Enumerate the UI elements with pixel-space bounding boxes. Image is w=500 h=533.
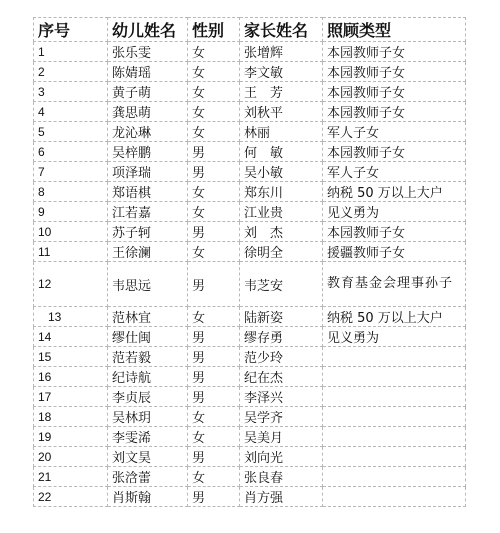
- header-row: [34, 18, 466, 42]
- cell-serial: 4: [34, 102, 108, 122]
- cell-parent-name: 刘秋平: [240, 102, 323, 122]
- cell-child-name: 韦思远: [108, 262, 188, 307]
- cell-gender: 女: [188, 42, 240, 62]
- table-row: [34, 427, 466, 447]
- cell-child-name: 吴梓鹏: [108, 142, 188, 162]
- cell-serial: 6: [34, 142, 108, 162]
- cell-parent-name: 江业贵: [240, 202, 323, 222]
- cell-gender: 男: [188, 162, 240, 182]
- cell-parent-name: 吴美月: [240, 427, 323, 447]
- table-row: [34, 42, 466, 62]
- cell-serial: 11: [34, 242, 108, 262]
- cell-child-name: 龙沁琳: [108, 122, 188, 142]
- cell-gender: 女: [188, 82, 240, 102]
- cell-gender: 男: [188, 347, 240, 367]
- header-child-name: 幼儿姓名: [108, 18, 188, 42]
- cell-care-type: [323, 347, 466, 367]
- cell-gender: 女: [188, 307, 240, 327]
- cell-child-name: 纪诗航: [108, 367, 188, 387]
- cell-gender: 女: [188, 427, 240, 447]
- cell-child-name: 龚思萌: [108, 102, 188, 122]
- table-row: [34, 407, 466, 427]
- header-gender: 性别: [188, 18, 240, 42]
- cell-gender: 女: [188, 242, 240, 262]
- cell-gender: 女: [188, 62, 240, 82]
- cell-child-name: 王徐澜: [108, 242, 188, 262]
- cell-serial: 17: [34, 387, 108, 407]
- table-row: [34, 202, 466, 222]
- cell-serial: 15: [34, 347, 108, 367]
- cell-serial: 16: [34, 367, 108, 387]
- cell-parent-name: 吴学齐: [240, 407, 323, 427]
- cell-care-type: 军人子女: [323, 162, 466, 182]
- cell-gender: 男: [188, 142, 240, 162]
- cell-gender: 女: [188, 102, 240, 122]
- cell-gender: 男: [188, 387, 240, 407]
- cell-serial: 3: [34, 82, 108, 102]
- table-row: [34, 222, 466, 242]
- cell-parent-name: 肖方强: [240, 487, 323, 507]
- cell-child-name: 陈婧瑶: [108, 62, 188, 82]
- cell-parent-name: 徐明全: [240, 242, 323, 262]
- cell-care-type: 本园教师子女: [323, 62, 466, 82]
- cell-care-type: [323, 467, 466, 487]
- table-row: [34, 347, 466, 367]
- table-row: [34, 307, 466, 327]
- cell-child-name: 郑语棋: [108, 182, 188, 202]
- cell-care-type: 援疆教师子女: [323, 242, 466, 262]
- cell-child-name: 张乐雯: [108, 42, 188, 62]
- cell-serial: 2: [34, 62, 108, 82]
- cell-parent-name: 范少玲: [240, 347, 323, 367]
- cell-serial: 9: [34, 202, 108, 222]
- header-care-type: 照顾类型: [323, 18, 466, 42]
- cell-serial: 19: [34, 427, 108, 447]
- cell-care-type: [323, 367, 466, 387]
- cell-care-type: 见义勇为: [323, 202, 466, 222]
- cell-care-type: [323, 447, 466, 467]
- cell-care-type: 见义勇为: [323, 327, 466, 347]
- cell-gender: 男: [188, 367, 240, 387]
- table-row: [34, 82, 466, 102]
- cell-gender: 男: [188, 327, 240, 347]
- cell-care-type: 纳税 50 万以上大户: [323, 307, 466, 327]
- cell-child-name: 李雯浠: [108, 427, 188, 447]
- cell-gender: 男: [188, 222, 240, 242]
- table-body: [34, 42, 466, 507]
- table-row: [34, 467, 466, 487]
- cell-care-type: 本园教师子女: [323, 142, 466, 162]
- cell-parent-name: 吴小敏: [240, 162, 323, 182]
- table-row: [34, 487, 466, 507]
- header-parent-name: 家长姓名: [240, 18, 323, 42]
- cell-gender: 女: [188, 202, 240, 222]
- table-row: [34, 182, 466, 202]
- cell-serial: 20: [34, 447, 108, 467]
- cell-parent-name: 林丽: [240, 122, 323, 142]
- cell-child-name: 肖斯翰: [108, 487, 188, 507]
- table-row: [34, 122, 466, 142]
- cell-gender: 男: [188, 447, 240, 467]
- cell-parent-name: 李文敏: [240, 62, 323, 82]
- cell-serial: 1: [34, 42, 108, 62]
- cell-child-name: 江若嘉: [108, 202, 188, 222]
- cell-child-name: 吴林玥: [108, 407, 188, 427]
- cell-serial: 10: [34, 222, 108, 242]
- cell-gender: 男: [188, 487, 240, 507]
- cell-child-name: 李贞辰: [108, 387, 188, 407]
- table-row: [34, 262, 466, 307]
- cell-care-type: 军人子女: [323, 122, 466, 142]
- cell-serial: 14: [34, 327, 108, 347]
- cell-serial: 21: [34, 467, 108, 487]
- table-row: [34, 387, 466, 407]
- cell-serial: 8: [34, 182, 108, 202]
- cell-parent-name: 韦芝安: [240, 262, 323, 307]
- cell-child-name: 范林宜: [108, 307, 188, 327]
- cell-serial: 18: [34, 407, 108, 427]
- roster-table: [33, 17, 466, 507]
- cell-serial: 22: [34, 487, 108, 507]
- table-row: [34, 242, 466, 262]
- cell-parent-name: 张增辉: [240, 42, 323, 62]
- cell-parent-name: 张良春: [240, 467, 323, 487]
- cell-parent-name: 纪在杰: [240, 367, 323, 387]
- cell-child-name: 黄子萌: [108, 82, 188, 102]
- cell-parent-name: 王 芳: [240, 82, 323, 102]
- cell-child-name: 范若毅: [108, 347, 188, 367]
- table-row: [34, 367, 466, 387]
- cell-care-type: [323, 387, 466, 407]
- cell-care-type: 教育基金会理事孙子: [323, 262, 466, 307]
- cell-parent-name: 李泽兴: [240, 387, 323, 407]
- cell-care-type: [323, 427, 466, 447]
- table-row: [34, 162, 466, 182]
- cell-parent-name: 陆新姿: [240, 307, 323, 327]
- cell-child-name: 刘文昊: [108, 447, 188, 467]
- cell-care-type: 本园教师子女: [323, 102, 466, 122]
- table-row: [34, 142, 466, 162]
- cell-gender: 女: [188, 467, 240, 487]
- cell-gender: 女: [188, 122, 240, 142]
- table-row: [34, 447, 466, 467]
- cell-care-type: 本园教师子女: [323, 42, 466, 62]
- cell-care-type: [323, 487, 466, 507]
- cell-serial: 13: [34, 307, 108, 327]
- cell-parent-name: 郑东川: [240, 182, 323, 202]
- cell-serial: 5: [34, 122, 108, 142]
- cell-parent-name: 刘向光: [240, 447, 323, 467]
- cell-parent-name: 缪存勇: [240, 327, 323, 347]
- cell-gender: 男: [188, 262, 240, 307]
- cell-gender: 女: [188, 407, 240, 427]
- cell-parent-name: 刘 杰: [240, 222, 323, 242]
- table-row: [34, 102, 466, 122]
- cell-child-name: 张浛蕾: [108, 467, 188, 487]
- cell-child-name: 苏子轲: [108, 222, 188, 242]
- table-row: [34, 327, 466, 347]
- cell-care-type: 本园教师子女: [323, 222, 466, 242]
- cell-serial: 7: [34, 162, 108, 182]
- cell-care-type: [323, 407, 466, 427]
- cell-serial: 12: [34, 262, 108, 307]
- cell-child-name: 项泽瑞: [108, 162, 188, 182]
- header-serial: 序号: [34, 18, 108, 42]
- cell-parent-name: 何 敏: [240, 142, 323, 162]
- cell-care-type: 纳税 50 万以上大户: [323, 182, 466, 202]
- table-row: [34, 62, 466, 82]
- cell-care-type: 本园教师子女: [323, 82, 466, 102]
- cell-gender: 女: [188, 182, 240, 202]
- cell-child-name: 缪仕闽: [108, 327, 188, 347]
